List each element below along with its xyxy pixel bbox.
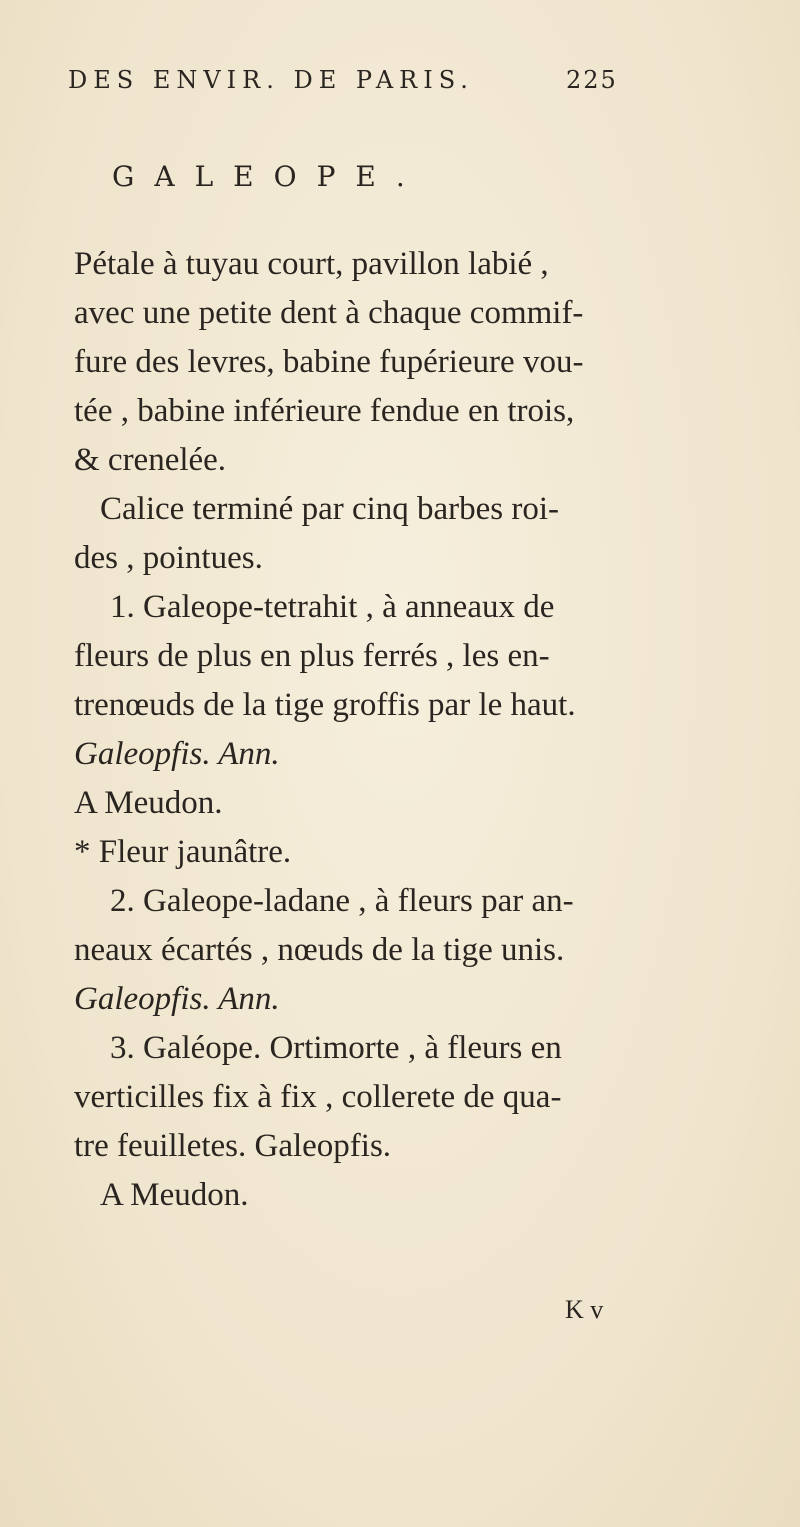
text-line: 2. Galeope-ladane , à fleurs par an-: [110, 883, 574, 919]
text-line: A Meudon.: [100, 1177, 249, 1213]
text-line: neaux écartés , nœuds de la tige unis.: [74, 932, 565, 968]
text-line: & crenelée.: [74, 442, 227, 478]
text-line: 3. Galéope. Ortimorte , à fleurs en: [110, 1030, 562, 1066]
text-line: des , pointues.: [74, 540, 263, 576]
text-line: A Meudon.: [74, 785, 223, 821]
text-line: Pétale à tuyau court, pavillon labié ,: [74, 246, 549, 282]
text-line: fleurs de plus en plus ferrés , les en-: [74, 638, 550, 674]
text-line: 1. Galeope-tetrahit , à anneaux de: [110, 589, 555, 625]
text-line: fure des levres, babine fupérieure vou-: [74, 344, 584, 380]
page-number: 225: [566, 66, 618, 94]
text-line: Calice terminé par cinq barbes roi-: [100, 491, 560, 527]
catchword: K v: [565, 1295, 604, 1324]
body-text: [74, 240, 634, 1220]
running-header: [68, 66, 668, 94]
text-line: avec une petite dent à chaque commif-: [74, 295, 584, 331]
running-title: DES ENVIR. DE PARIS.: [68, 66, 474, 94]
text-line: tée , babine inférieure fendue en trois,: [74, 393, 575, 429]
text-line: tre feuilletes. Galeopfis.: [74, 1128, 392, 1164]
text-line: Galeopfis. Ann.: [74, 736, 280, 772]
text-line: trenœuds de la tige groffis par le haut.: [74, 687, 576, 723]
text-line: verticilles fix à fix , collerete de qua-: [74, 1079, 562, 1115]
text-line: * Fleur jaunâtre.: [74, 834, 292, 870]
text-line: Galeopfis. Ann.: [74, 981, 280, 1017]
section-title: GALEOPE.: [112, 160, 425, 193]
